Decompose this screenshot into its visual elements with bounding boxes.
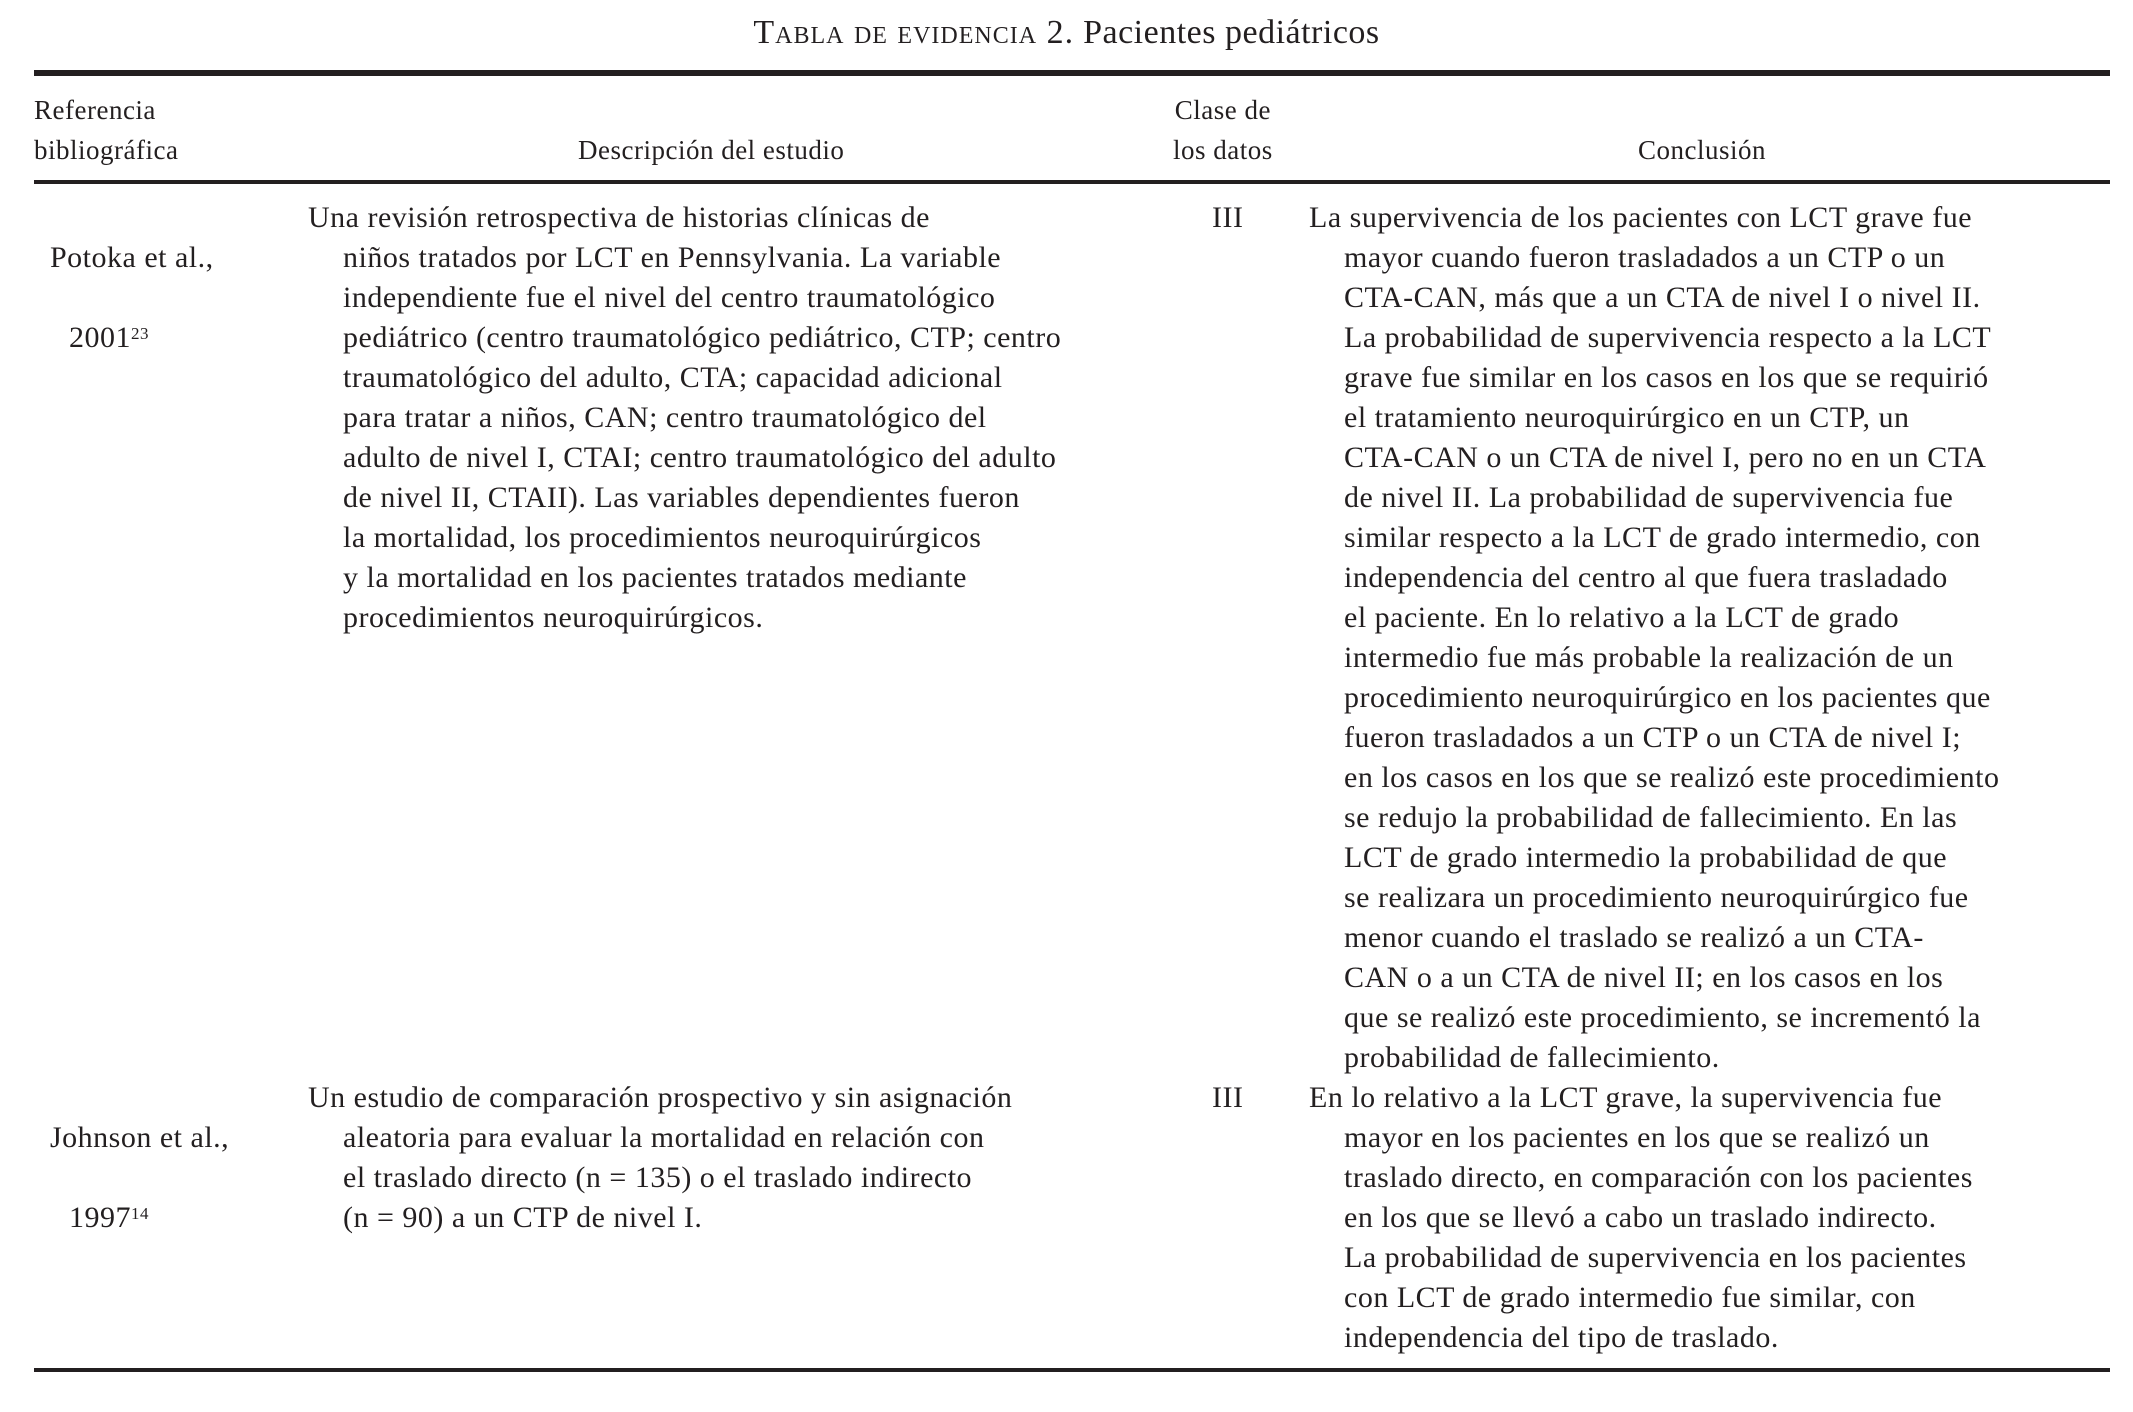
citation-number: 14 (131, 1204, 149, 1223)
header-conclusion: Conclusión (1638, 135, 1767, 165)
table-subtitle: Pacientes pediátricos (1083, 14, 1380, 51)
header-rule (34, 180, 2110, 184)
bottom-rule (34, 1368, 2110, 1372)
citation-number: 23 (131, 324, 149, 343)
table-label: Tabla de evidencia 2. (753, 14, 1075, 51)
reference-year: 2001 (69, 321, 131, 354)
table-row-2-description: Un estudio de comparación prospectivo y sin asignación aleatoria para evaluar la mortalidad en relación con el traslado directo (n = 135) o el traslado indirecto (n = 90) a un CTP de nivel I. (308, 1081, 1013, 1234)
reference-author: Potoka et al., (50, 241, 214, 274)
table-row-1-conclusion: La supervivencia de los pacientes con LCT grave fue mayor cuando fueron trasladados a un CTP o un CTA-CAN, más que a un CTA de nivel I o nivel II. La probabilidad de supervivencia respecto a la LCT grave fue similar en los casos en los que se requirió el tratamiento neuroquirúrgico en un CTP, un CTA-CAN o un CTA de nivel I, pero no en un CTA de nivel II. La probabilidad de supervivencia fue similar respecto a la LCT de grado intermedio, con independencia del centro al que fuera trasladado el paciente. En lo relativo a la LCT de grado intermedio fue más probable la realización de un procedimiento neuroquirúrgico en los pacientes que fueron trasladados a un CTP o un CTA de nivel I; en los casos en los que se realizó este procedimiento se redujo la probabilidad de fallecimiento. En las LCT de grado intermedio la probabilidad de que se realizara un procedimiento neuroquirúrgico fue menor cuando el traslado se realizó a un CTA- CAN o a un CTA de nivel II; en los casos en los que se realizó este procedimiento, se incrementó la probabilidad de fallecimiento. (1309, 201, 2000, 1074)
header-class: Clase de los datos (1173, 95, 1273, 165)
table-row-2-reference (34, 1078, 229, 1278)
table-row-1-reference (34, 198, 214, 398)
top-rule (34, 70, 2110, 76)
table-row-2-conclusion: En lo relativo a la LCT grave, la supervivencia fue mayor en los pacientes en los que se realizó un traslado directo, en comparación con los pacientes en los que se llevó a cabo un traslado indirecto. La probabilidad de supervivencia en los pacientes con LCT de grado intermedio fue similar, con independencia del tipo de traslado. (1309, 1081, 1973, 1354)
header-reference: Referencia bibliográfica (34, 95, 179, 165)
table-row-2-class: III (1212, 1081, 1244, 1114)
table-row-1-description: Una revisión retrospectiva de historias clínicas de niños tratados por LCT en Pennsylvania. La variable independiente fue el nivel del centro traumatológico pediátrico (centro traumatológico pediátrico, CTP; centro traumatológico del adulto, CTA; capacidad adicional para tratar a niños, CAN; centro traumatológico del adulto de nivel I, CTAI; centro traumatológico del adulto de nivel II, CTAII). Las variables dependientes fueron la mortalidad, los procedimientos neuroquirúrgicos y la mortalidad en los pacientes tratados mediante procedimientos neuroquirúrgicos. (308, 201, 1062, 634)
table-row-1-class: III (1212, 201, 1244, 234)
reference-year: 1997 (69, 1201, 131, 1234)
table-title (0, 14, 2133, 52)
header-description: Descripción del estudio (578, 135, 845, 165)
reference-author: Johnson et al., (50, 1121, 230, 1154)
